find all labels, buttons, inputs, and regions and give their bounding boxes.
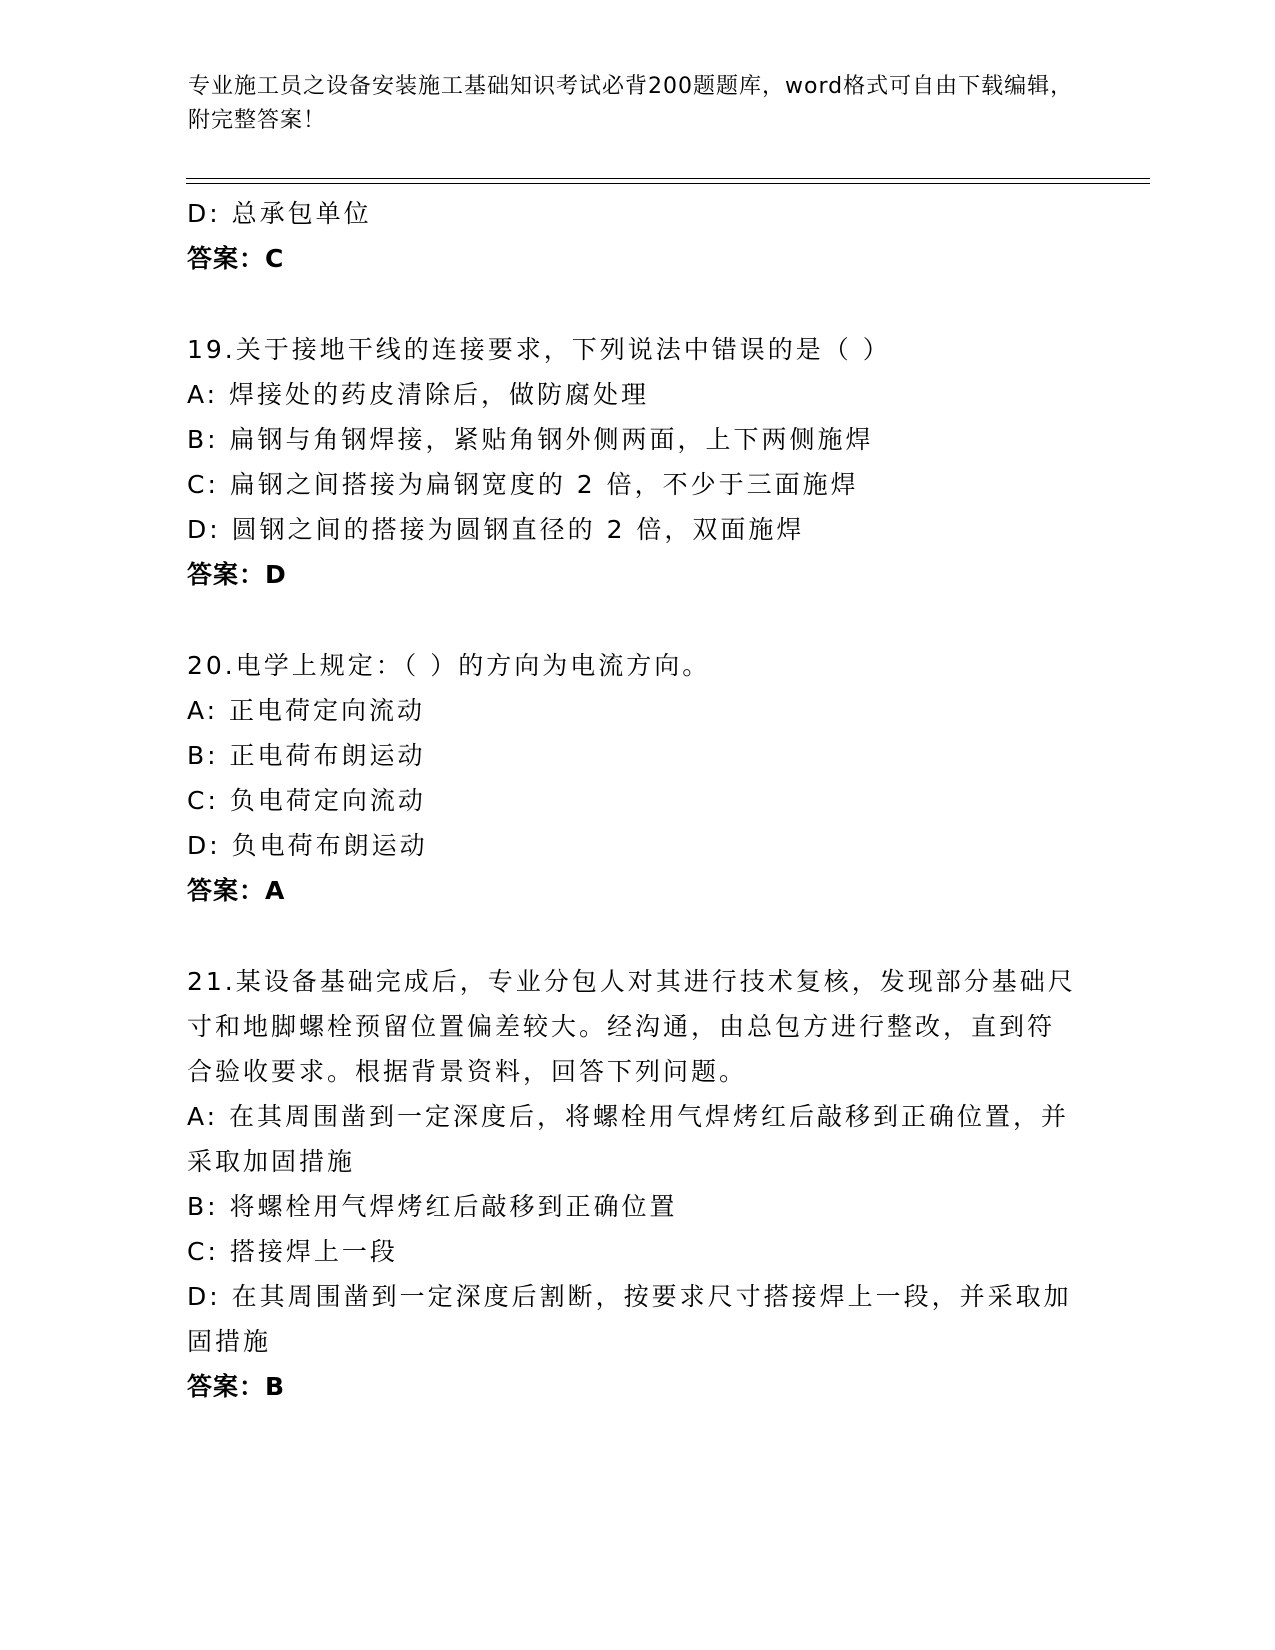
spacer — [187, 914, 1077, 959]
document-header — [188, 70, 1088, 138]
header-divider-top — [186, 178, 1150, 179]
question-stem: 20.电学上规定：（ ）的方向为电流方向。 — [187, 651, 711, 680]
option-b: B: 将螺栓用气焊烤红后敲移到正确位置 — [187, 1192, 678, 1221]
option-b: B: 扁钢与角钢焊接，紧贴角钢外侧两面，上下两侧施焊 — [187, 425, 874, 454]
option-d: D: 在其周围凿到一定深度后割断，按要求尺寸搭接焊上一段，并采取加固措施 — [187, 1282, 1072, 1356]
option-c: C: 负电荷定向流动 — [187, 786, 426, 815]
header-divider-bottom — [186, 183, 1150, 184]
option-a: A: 在其周围凿到一定深度后，将螺栓用气焊烤红后敲移到正确位置，并采取加固措施 — [187, 1102, 1070, 1176]
prev-option-d: D: 总承包单位 — [187, 199, 372, 228]
header-title: 专业施工员之设备安装施工基础知识考试必背200题题库，word格式可自由下载编辑，附完整答案！ — [188, 74, 1074, 133]
question-21 — [187, 959, 1077, 1410]
prev-answer: 答案：C — [187, 244, 285, 273]
option-d: D: 圆钢之间的搭接为圆钢直径的 2 倍，双面施焊 — [187, 515, 805, 544]
option-a: A: 焊接处的药皮清除后，做防腐处理 — [187, 380, 650, 409]
question-stem: 19.关于接地干线的连接要求，下列说法中错误的是（ ） — [187, 335, 891, 364]
answer: 答案：D — [187, 560, 287, 589]
answer: 答案：A — [187, 876, 286, 905]
option-a: A: 正电荷定向流动 — [187, 696, 426, 725]
option-c: C: 搭接焊上一段 — [187, 1237, 398, 1266]
option-b: B: 正电荷布朗运动 — [187, 741, 426, 770]
answer: 答案：B — [187, 1372, 286, 1401]
spacer — [187, 282, 1077, 327]
spacer — [187, 598, 1077, 643]
document-body — [187, 191, 1077, 1410]
question-stem: 21.某设备基础完成后，专业分包人对其进行技术复核，发现部分基础尺寸和地脚螺栓预留位置偏差较大。经沟通，由总包方进行整改，直到符合验收要求。根据背景资料，回答下列问题。 — [187, 967, 1076, 1086]
question-19 — [187, 327, 1077, 598]
option-d: D: 负电荷布朗运动 — [187, 831, 428, 860]
question-20 — [187, 643, 1077, 914]
option-c: C: 扁钢之间搭接为扁钢宽度的 2 倍，不少于三面施焊 — [187, 470, 859, 499]
